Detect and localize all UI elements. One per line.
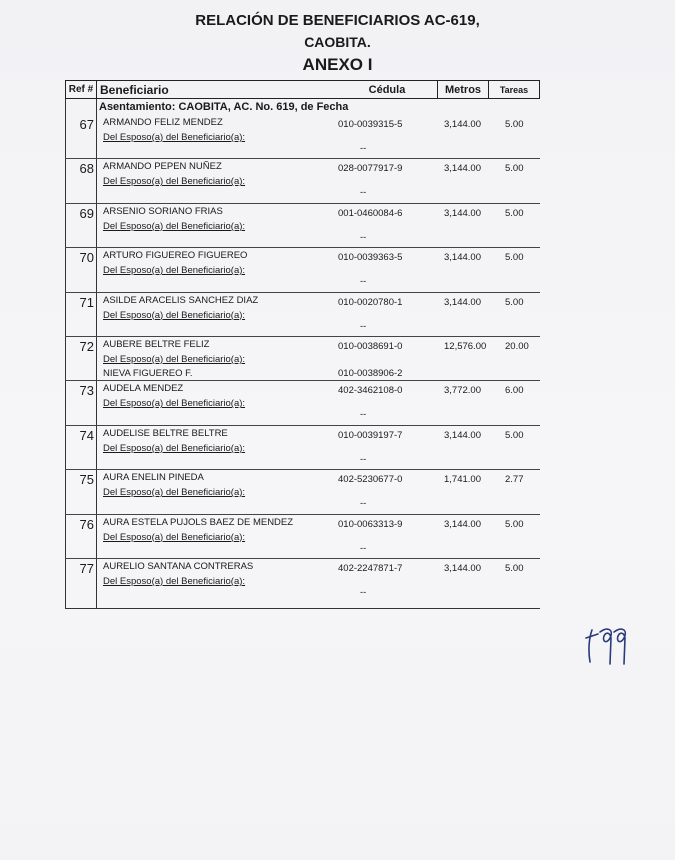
beneficiary-cedula: 010-0063313-9 xyxy=(338,518,403,530)
row-ref-number: 77 xyxy=(79,561,94,576)
table-row xyxy=(65,514,540,558)
beneficiary-cedula: 028-0077917-9 xyxy=(338,163,403,175)
beneficiary-cedula: 010-0020780-1 xyxy=(338,296,403,308)
beneficiary-name: ARMANDO FELIZ MENDEZ xyxy=(103,117,223,128)
spouse-cedula: 010-0038906-2 xyxy=(338,368,403,379)
beneficiary-name: ASILDE ARACELIS SANCHEZ DIAZ xyxy=(103,294,259,306)
tareas-value: 5.00 xyxy=(505,429,524,441)
spouse-label: Del Esposo(a) del Beneficiario(a): xyxy=(103,309,246,321)
row-ref-number: 73 xyxy=(79,383,94,399)
beneficiary-name: AURA ESTELA PUJOLS BAEZ DE MENDEZ xyxy=(103,516,294,528)
metros-value: 3,144.00 xyxy=(444,252,481,264)
beneficiary-cedula: 402-2247871-7 xyxy=(338,563,403,574)
asentamiento-label: Asentamiento: CAOBITA, AC. No. 619, de Fecha xyxy=(99,101,349,113)
metros-value: 3,144.00 xyxy=(444,296,481,308)
table-bottom-border xyxy=(65,608,540,609)
tareas-value: 5.00 xyxy=(505,252,524,264)
header-cedula: Cédula xyxy=(337,80,437,99)
spouse-label: Del Esposo(a) del Beneficiario(a): xyxy=(103,442,246,454)
table-row xyxy=(65,247,540,291)
spouse-label: Del Esposo(a) del Beneficiario(a): xyxy=(103,176,246,188)
spouse-empty-dash: -- xyxy=(360,320,367,332)
metros-value: 3,144.00 xyxy=(444,163,481,175)
table-row xyxy=(65,158,540,202)
spouse-empty-dash: -- xyxy=(360,143,367,154)
spouse-label: Del Esposo(a) del Beneficiario(a): xyxy=(103,531,246,543)
table-row xyxy=(65,203,540,247)
document-title: RELACIÓN DE BENEFICIARIOS AC-619, xyxy=(195,12,480,29)
row-separator xyxy=(65,380,540,381)
table-row xyxy=(65,336,540,380)
table-row xyxy=(65,292,540,336)
table-row xyxy=(65,380,540,424)
header-ref: Ref # xyxy=(65,80,97,99)
document-subtitle: CAOBITA. xyxy=(304,34,371,50)
tareas-value: 2.77 xyxy=(505,474,524,486)
row-ref-number: 75 xyxy=(79,472,94,488)
tareas-value: 6.00 xyxy=(505,385,524,397)
beneficiary-name: AURELIO SANTANA CONTRERAS xyxy=(103,561,254,572)
beneficiary-name: ARTURO FIGUEREO FIGUEREO xyxy=(103,250,248,262)
row-ref-number: 70 xyxy=(79,250,94,266)
spouse-empty-dash: -- xyxy=(360,498,367,510)
beneficiary-name: ARSENIO SORIANO FRIAS xyxy=(103,205,223,217)
row-ref-number: 68 xyxy=(79,161,94,177)
beneficiary-name: AUBERE BELTRE FELIZ xyxy=(103,339,210,350)
header-tareas: Tareas xyxy=(489,80,540,99)
header-beneficiario: Beneficiario xyxy=(97,80,337,99)
spouse-label: Del Esposo(a) del Beneficiario(a): xyxy=(103,487,246,499)
row-ref-number: 76 xyxy=(79,516,94,532)
spouse-label: Del Esposo(a) del Beneficiario(a): xyxy=(103,398,246,410)
spouse-empty-dash: -- xyxy=(360,187,367,199)
row-separator xyxy=(65,425,540,426)
spouse-empty-dash: -- xyxy=(360,231,367,243)
beneficiary-name: ARMANDO PEPEN NUÑEZ xyxy=(103,161,222,173)
tareas-value: 5.00 xyxy=(505,296,524,308)
beneficiary-cedula: 001-0460084-6 xyxy=(338,207,403,219)
table-row xyxy=(65,558,540,602)
tareas-value: 5.00 xyxy=(505,563,524,574)
spouse-label: Del Esposo(a) del Beneficiario(a): xyxy=(103,132,246,143)
row-separator xyxy=(65,469,540,470)
beneficiary-cedula: 010-0039197-7 xyxy=(338,429,403,441)
spouse-label: Del Esposo(a) del Beneficiario(a): xyxy=(103,265,246,277)
metros-value: 3,144.00 xyxy=(444,429,481,441)
row-ref-number: 67 xyxy=(79,117,94,132)
beneficiary-name: AUDELISE BELTRE BELTRE xyxy=(103,427,228,439)
row-separator xyxy=(65,514,540,515)
table-row xyxy=(65,469,540,513)
spouse-empty-dash: -- xyxy=(360,587,367,598)
beneficiary-cedula: 010-0039315-5 xyxy=(338,119,403,130)
spouse-empty-dash: -- xyxy=(360,542,367,554)
metros-value: 3,144.00 xyxy=(444,119,481,130)
spouse-empty-dash: -- xyxy=(360,409,367,421)
row-separator xyxy=(65,158,540,159)
tareas-value: 5.00 xyxy=(505,518,524,530)
beneficiary-cedula: 402-5230677-0 xyxy=(338,474,403,486)
spouse-empty-dash: -- xyxy=(360,276,367,288)
beneficiary-name: AURA ENELIN PINEDA xyxy=(103,472,204,484)
spouse-label: Del Esposo(a) del Beneficiario(a): xyxy=(103,220,246,232)
table-row xyxy=(65,114,540,158)
row-ref-number: 72 xyxy=(79,339,94,354)
header-metros: Metros xyxy=(437,80,489,99)
tareas-value: 5.00 xyxy=(505,119,524,130)
metros-value: 3,144.00 xyxy=(444,207,481,219)
row-separator xyxy=(65,336,540,337)
spouse-name: NIEVA FIGUEREO F. xyxy=(103,368,193,379)
tareas-value: 20.00 xyxy=(505,341,529,352)
spouse-empty-dash: -- xyxy=(360,453,367,465)
spouse-label: Del Esposo(a) del Beneficiario(a): xyxy=(103,576,246,587)
row-ref-number: 74 xyxy=(79,427,94,443)
tareas-value: 5.00 xyxy=(505,207,524,219)
beneficiary-cedula: 010-0039363-5 xyxy=(338,252,403,264)
beneficiary-cedula: 010-0038691-0 xyxy=(338,341,403,352)
table-row xyxy=(65,425,540,469)
row-ref-number: 69 xyxy=(79,205,94,221)
spouse-label: Del Esposo(a) del Beneficiario(a): xyxy=(103,354,246,365)
row-separator xyxy=(65,203,540,204)
metros-value: 12,576.00 xyxy=(444,341,487,352)
metros-value: 3,144.00 xyxy=(444,563,481,574)
beneficiary-cedula: 402-3462108-0 xyxy=(338,385,403,397)
handwritten-page-mark xyxy=(580,620,640,675)
row-ref-number: 71 xyxy=(79,294,94,310)
metros-value: 1,741.00 xyxy=(444,474,481,486)
metros-value: 3,144.00 xyxy=(444,518,481,530)
tareas-value: 5.00 xyxy=(505,163,524,175)
row-separator xyxy=(65,558,540,559)
annex-title: ANEXO I xyxy=(302,55,373,74)
beneficiary-name: AUDELA MENDEZ xyxy=(103,383,184,395)
row-separator xyxy=(65,292,540,293)
row-separator xyxy=(65,247,540,248)
metros-value: 3,772.00 xyxy=(444,385,481,397)
